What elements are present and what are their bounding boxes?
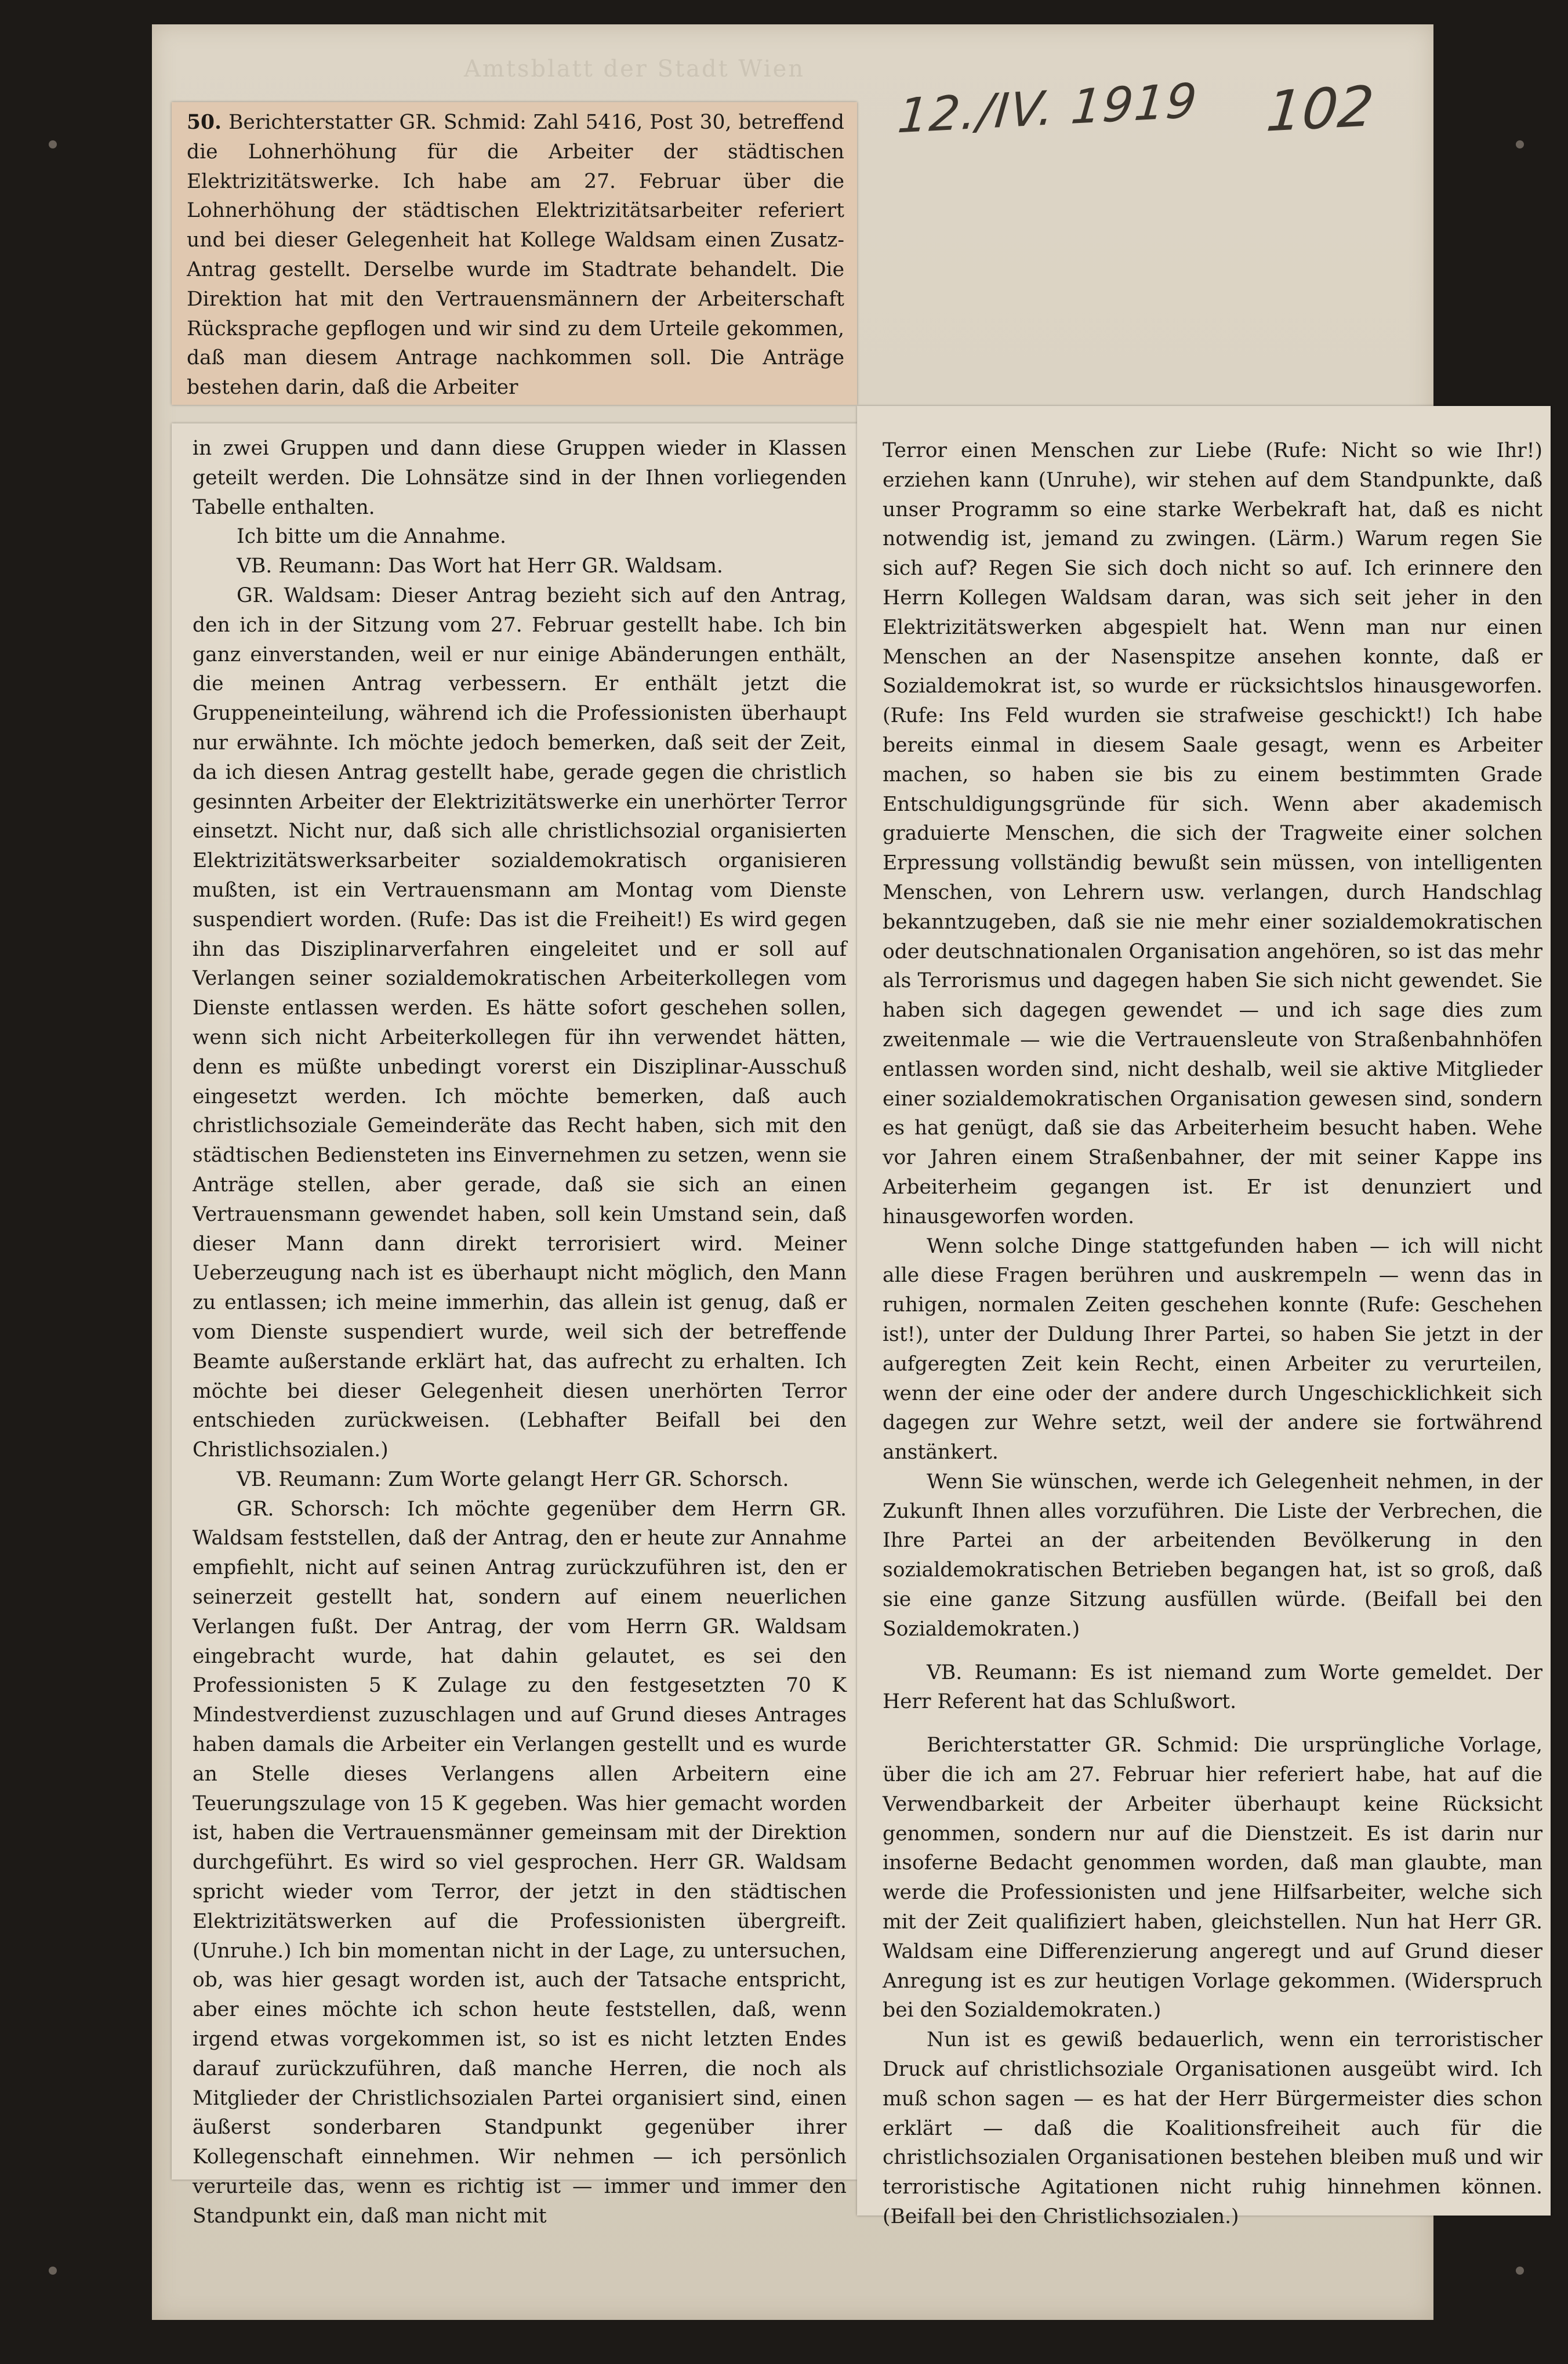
item-text: Berichterstatter GR. Schmid: Zahl 5416, Post 30, betreffend die Lohnerhöhung für die Arbeiter der städtischen Elektrizitätswerke. Ich habe am 27. Februar über die Lohnerhöhung der städtischen Elektrizitätsarbeiter referiert und bei dieser Gelegenheit hat Kollege Waldsam einen Zusatz-Antrag gestellt. Derselbe wurde im Stadtrate behandelt. Die Direktion hat mit den Vertrauensmännern der Arbeiterschaft Rücksprache gepflogen und wir sind zu dem Urteile gekommen, daß man diesem Antrage nachkommen soll. Die Anträge bestehen darin, daß die Arbeiter	[187, 111, 844, 400]
paragraph: VB. Reumann: Das Wort hat Herr GR. Waldsam.	[237, 554, 723, 578]
left-column	[193, 434, 847, 2231]
left-column-clipping	[172, 423, 857, 2228]
paragraph: VB. Reumann: Es ist niemand zum Worte gemeldet. Der Herr Referent hat das Schlußwort.	[883, 1660, 1542, 1714]
paragraph: Terror einen Menschen zur Liebe (Rufe: Nicht so wie Ihr!) erziehen kann (Unruhe), wir stehen auf dem Standpunkte, daß unser Programm so eine starke Werbekraft hat, daß es nicht notwendig ist, jemand zu zwingen. (Lärm.) Warum regen Sie sich auf? Regen Sie sich doch nicht so auf. Ich erinnere den Herrn Kollegen Waldsam daran, was sich seit jeher in den Elektrizitätswerken abgespielt hat. Wenn man nur einen Menschen an der Nasenspitze ansehen konnte, daß er Sozialdemokrat ist, so wurde er rücksichtslos hinausgeworfen. (Rufe: Ins Feld wurden sie strafweise geschickt!) Ich habe bereits einmal in diesem Saale gesagt, wenn es Arbeiter machen, so haben sie bis zu einem bestimmten Grade Entschuldigungsgründe für sich. Wenn aber akademisch graduierte Menschen, die sich der Tragweite einer solchen Erpressung vollständig bewußt sein müssen, von intelligenten Menschen, von Lehrern usw. verlangen, durch Handschlag bekanntzugeben, daß sie nie mehr einer sozialdemokratischen oder deutschnationalen Organisation angehören, so ist das mehr als Terrorismus und dagegen haben Sie sich nicht gewendet. Sie haben sich dagegen gewendet — und ich sage dies zum zweitenmale — wie die Vertrauensleute von Straßenbahnhöfen entlassen worden sind, nicht deshalb, weil sie aktive Mitglieder einer sozialdemokratischen Organisation gewesen sind, sondern es hat genügt, daß sie das Arbeiterheim besucht haben. Wehe vor Jahren einem Straßenbahner, der mit seiner Kappe ins Arbeiterheim gegangen ist. Er ist denunziert und hinausgeworfen worden.	[883, 439, 1542, 1228]
paragraph: Ich bitte um die Annahme.	[237, 525, 507, 549]
paragraph: GR. Waldsam: Dieser Antrag bezieht sich auf den Antrag, den ich in der Sitzung vom 27. Februar gestellt habe. Ich bin ganz einverstanden, weil er nur einige Abänderungen enthält, die meinen Antrag verbessern. Er enthält jetzt die Gruppeneinteilung, während ich die Professionisten überhaupt nur erwähnte. Ich möchte jedoch bemerken, daß seit der Zeit, da ich diesen Antrag gestellt habe, gerade gegen die christlich gesinnten Arbeiter der Elektrizitätswerke ein unerhörter Terror einsetzt. Nicht nur, daß sich alle christlichsozial organisierten Elektrizitätswerksarbeiter sozialdemokratisch organisieren mußten, ist ein Vertrauensmann am Montag vom Dienste suspendiert worden. (Rufe: Das ist die Freiheit!) Es wird gegen ihn das Disziplinarverfahren eingeleitet und er soll auf Verlangen seiner sozialdemokratischen Arbeiterkollegen vom Dienste entlassen werden. Es hätte sofort geschehen sollen, wenn sich nicht Arbeiterkollegen für ihn verwendet hätten, denn es müßte unbedingt vorerst ein Disziplinar-Ausschuß eingesetzt werden. Ich möchte bemerken, daß auch christlichsoziale Gemeinderäte das Recht haben, sich mit den städtischen Bediensteten ins Einvernehmen zu setzen, wenn sie Anträge stellen, aber gerade, daß sie sich an einen Vertrauensmann gewendet haben, soll kein Umstand sein, daß dieser Mann dann direkt terrorisiert wird. Meiner Ueberzeugung nach ist es überhaupt nicht möglich, den Mann zu entlassen; ich meine immerhin, das allein ist genug, daß er vom Dienste suspendiert wurde, weil sich der betreffende Beamte außerstande erklärt hat, das aufrecht zu erhalten. Ich möchte bei dieser Gelegenheit diesen unerhörten Terror entschieden zurückweisen. (Lebhafter Beifall bei den Christlichsozialen.)	[193, 583, 847, 1462]
right-column	[883, 436, 1542, 2232]
item-paragraph	[187, 108, 844, 403]
head-clipping	[172, 102, 857, 405]
punch-hole	[49, 140, 57, 148]
item-number: 50.	[187, 111, 222, 134]
paragraph: Wenn Sie wünschen, werde ich Gelegenheit nehmen, in der Zukunft Ihnen alles vorzuführen. Die Liste der Verbrechen, die Ihre Partei an der arbeitenden Bevölkerung in den sozialdemokratischen Betrieben begangen hat, ist so groß, daß sie eine ganze Sitzung ausfüllen würde. (Beifall bei den Sozialdemokraten.)	[883, 1470, 1542, 1641]
punch-hole	[1516, 2267, 1524, 2275]
right-column-clipping	[857, 406, 1551, 2229]
header-stamp: Amtsblatt der Stadt Wien	[464, 56, 805, 82]
paragraph: Wenn solche Dinge stattgefunden haben — ich will nicht alle diese Fragen berühren und auskrempeln — wenn das in ruhigen, normalen Zeiten geschehen konnte (Rufe: Geschehen ist!), unter der Duldung Ihrer Partei, so haben Sie jetzt in der aufgeregten Zeit kein Recht, einen Arbeiter zu verurteilen, wenn der eine oder der andere durch Ungeschicklichkeit sich dagegen zur Wehre setzt, weil der andere sie fortwährend anstänkert.	[883, 1234, 1542, 1464]
paragraph: Nun ist es gewiß bedauerlich, wenn ein terroristischer Druck auf christlichsoziale Organisationen ausgeübt wird. Ich muß schon sagen — es hat der Herr Bürgermeister dies schon erklärt — daß die Koalitionsfreiheit auch für die christlichsozialen Organisationen bestehen bleiben muß und wir terroristische Agitationen nicht ruhig hinnehmen können. (Beifall bei den Christlichsozialen.)	[883, 2028, 1542, 2229]
handwritten-number: 102	[1264, 74, 1377, 144]
punch-hole	[1516, 140, 1524, 148]
punch-hole	[49, 2267, 57, 2275]
paragraph: GR. Schorsch: Ich möchte gegenüber dem Herrn GR. Waldsam feststellen, daß der Antrag, den er heute zur Annahme empfiehlt, nicht auf seinen Antrag zurückzuführen ist, den er seinerzeit gestellt hat, sondern auf einem neuerlichen Verlangen fußt. Der Antrag, der vom Herrn GR. Waldsam eingebracht wurde, hat dahin gelautet, es sei den Professionisten 5 K Zulage zu den festgesetzten 70 K Mindestverdienst zuzuschlagen und auf Grund dieses Antrages haben damals die Arbeiter ein Verlangen gestellt und es wurde an Stelle dieses Verlangens allen Arbeitern eine Teuerungszulage von 15 K gegeben. Was hier gemacht worden ist, haben die Vertrauensmänner gemeinsam mit der Direktion durchgeführt. Es wird so viel gesprochen. Herr GR. Waldsam spricht wieder vom Terror, der jetzt in den städtischen Elektrizitätswerken auf die Professionisten übergreift. (Unruhe.) Ich bin momentan nicht in der Lage, zu untersuchen, ob, was hier gesagt worden ist, auch der Tatsache entspricht, aber eines möchte ich schon heute feststellen, daß, wenn irgend etwas vorgekommen ist, so ist es nicht letzten Endes darauf zurückzuführen, daß manche Herren, die noch als Mitglieder der Christlichsozialen Partei organisiert sind, einen äußerst sonderbaren Standpunkt gegenüber ihrer Kollegenschaft einnehmen. Wir nehmen — ich persönlich verurteile das, wenn es richtig ist — immer und immer den Standpunkt ein, daß man nicht mit	[193, 1497, 847, 2228]
paragraph: in zwei Gruppen und dann diese Gruppen wieder in Klassen geteilt werden. Die Lohnsätze sind in der Ihnen vorliegenden Tabelle enthalten.	[193, 437, 847, 519]
head-clipping-text	[187, 108, 844, 403]
paragraph: VB. Reumann: Zum Worte gelangt Herr GR. Schorsch.	[237, 1467, 789, 1491]
paragraph: Berichterstatter GR. Schmid: Die ursprüngliche Vorlage, über die ich am 27. Februar hier referiert habe, hat auf die Verwendbarkeit der Arbeiter überhaupt keine Rücksicht genommen, sondern nur auf die Dienstzeit. Es ist darin nur insoferne Bedacht genommen worden, daß man glaubte, man werde die Professionisten und jene Hilfsarbeiter, welche sich mit der Zeit qualifiziert haben, gleichstellen. Nun hat Herr GR. Waldsam eine Differenzierung angeregt und auf Grund dieser Anregung ist es zur heutigen Vorlage gekommen. (Widerspruch bei den Sozialdemokraten.)	[883, 1734, 1542, 2022]
handwritten-date: 12./IV. 1919	[895, 73, 1200, 144]
